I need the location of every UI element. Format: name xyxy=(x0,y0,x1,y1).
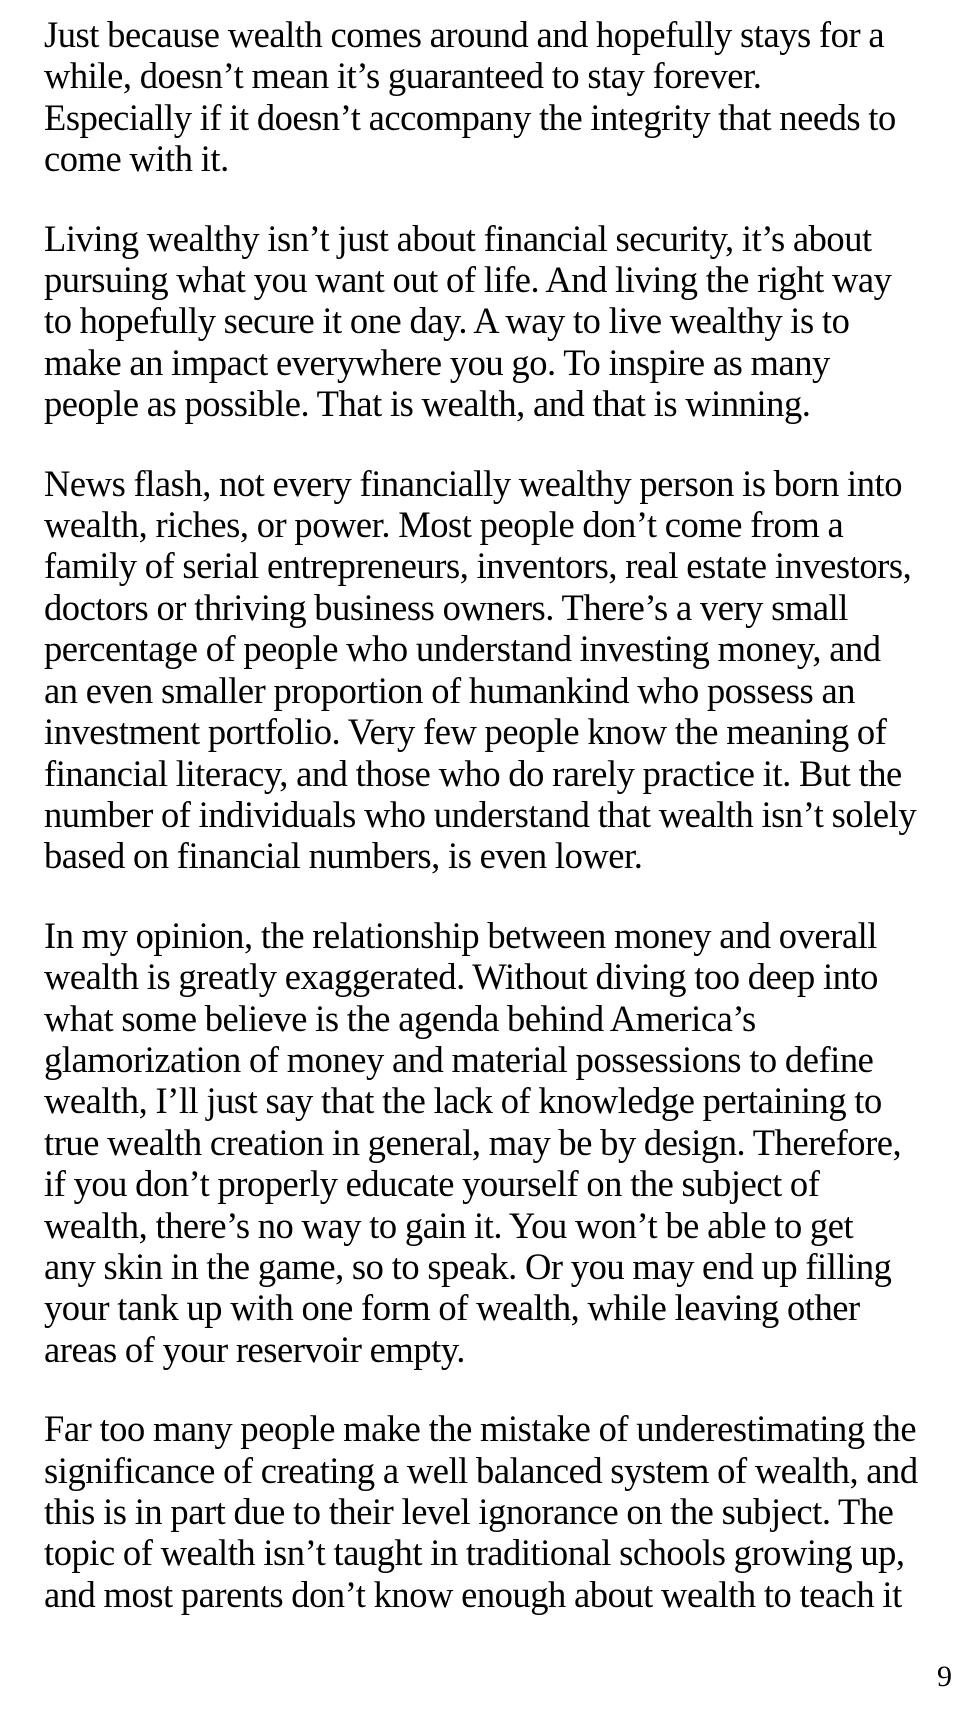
text-line: to hopefully secure it one day. A way to live wealthy is to xyxy=(44,300,850,342)
text-line: Just because wealth comes around and hopefully stays for a xyxy=(44,14,885,55)
page-body xyxy=(44,14,956,1653)
text-line: while, doesn’t mean it’s guaranteed to stay forever. xyxy=(44,55,762,97)
text-line: doctors or thriving business owners. There’s a very small xyxy=(44,586,848,628)
text-line: Living wealthy isn’t just about financial security, it’s about xyxy=(44,217,872,259)
text-line: make an impact everywhere you go. To inspire as many xyxy=(44,341,830,383)
text-line: glamorization of money and material possessions to define xyxy=(44,1038,874,1080)
text-line: Especially if it doesn’t accompany the integrity that needs to xyxy=(44,96,896,138)
text-line: pursuing what you want out of life. And living the right way xyxy=(44,259,892,301)
text-line: number of individuals who understand that wealth isn’t solely xyxy=(44,793,917,835)
text-line: true wealth creation in general, may be by design. Therefore, xyxy=(44,1121,902,1163)
paragraph-4 xyxy=(44,915,956,1370)
text-line: financial literacy, and those who do rarely practice it. But the xyxy=(44,752,902,794)
text-line: family of serial entrepreneurs, inventors, real estate investors, xyxy=(44,545,912,587)
text-line: News flash, not every financially wealthy person is born into xyxy=(44,462,903,504)
text-line: wealth, I’ll just say that the lack of knowledge pertaining to xyxy=(44,1080,882,1122)
text-line: areas of your reservoir empty. xyxy=(44,1328,465,1370)
text-line: wealth is greatly exaggerated. Without diving too deep into xyxy=(44,956,878,998)
paragraph-3 xyxy=(44,463,956,877)
text-line: any skin in the game, so to speak. Or you may end up filling xyxy=(44,1245,892,1287)
text-line: based on financial numbers, is even lower. xyxy=(44,835,643,877)
text-line: an even smaller proportion of humankind who possess an xyxy=(44,669,856,711)
text-line: wealth, there’s no way to gain it. You won’t be able to get xyxy=(44,1204,854,1246)
text-line: if you don’t properly educate yourself on the subject of xyxy=(44,1163,820,1205)
text-line: come with it. xyxy=(44,138,229,180)
text-line: significance of creating a well balanced system of wealth, and xyxy=(44,1449,918,1491)
text-line: percentage of people who understand investing money, and xyxy=(44,628,881,670)
paragraph-1 xyxy=(44,14,956,180)
page-number: 9 xyxy=(937,1660,952,1693)
text-line: In my opinion, the relationship between money and overall xyxy=(44,914,877,956)
text-line: investment portfolio. Very few people know the meaning of xyxy=(44,711,887,753)
text-line: wealth, riches, or power. Most people don’t come from a xyxy=(44,504,844,546)
paragraph-2 xyxy=(44,218,956,425)
paragraph-5 xyxy=(44,1408,956,1615)
text-line: people as possible. That is wealth, and that is winning. xyxy=(44,383,811,425)
text-line: and most parents don’t know enough about wealth to teach it xyxy=(44,1573,902,1615)
text-line: Far too many people make the mistake of underestimating the xyxy=(44,1408,917,1450)
text-line: this is in part due to their level ignorance on the subject. The xyxy=(44,1491,894,1532)
text-line: what some believe is the agenda behind America’s xyxy=(44,997,756,1039)
text-line: topic of wealth isn’t taught in traditional schools growing up, xyxy=(44,1532,905,1574)
text-line: your tank up with one form of wealth, while leaving other xyxy=(44,1287,860,1329)
